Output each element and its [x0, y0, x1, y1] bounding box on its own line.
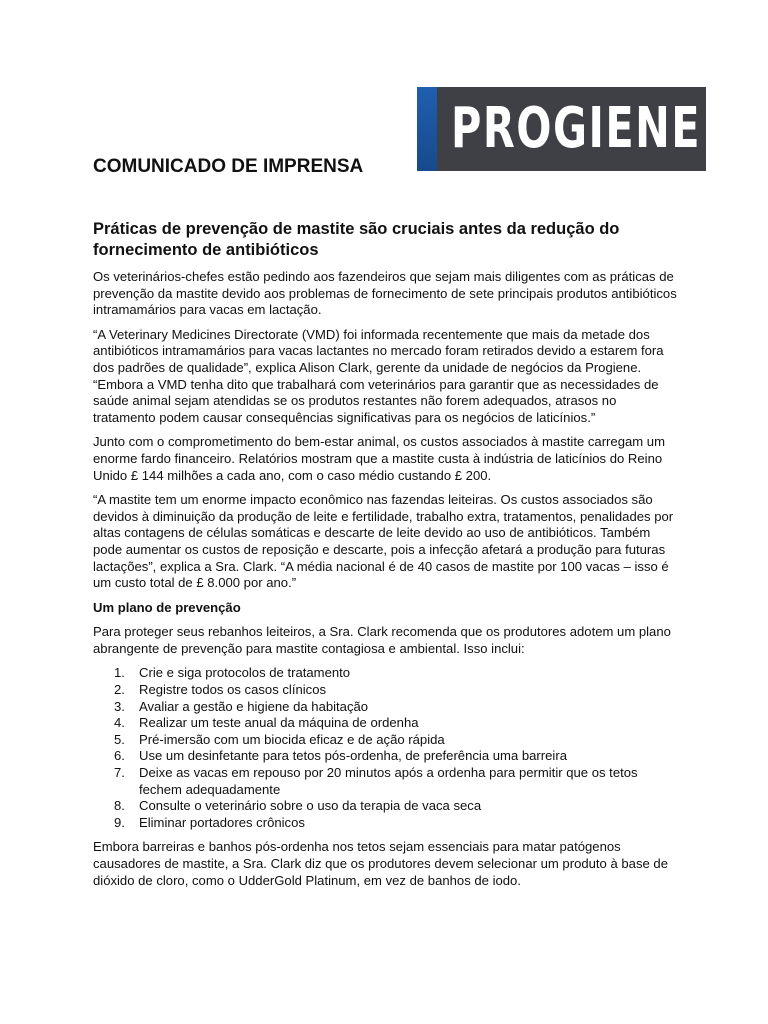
list-item [93, 748, 681, 765]
article-title: Práticas de prevenção de mastite são cruciais antes da redução do fornecimento de antibióticos [93, 220, 620, 259]
list-item-text: Eliminar portadores crônicos [139, 814, 305, 830]
paragraph: Junto com o comprometimento do bem-estar animal, os custos associados à mastite carregam um enorme fardo financeiro. Relatórios mostram que a mastite custa à indústria de laticínios do Reino Unido £ 144 milhões a cada ano, com o caso médio custando £ 200. [93, 434, 666, 483]
paragraph: Para proteger seus rebanhos leiteiros, a Sra. Clark recomenda que os produtores adotem um plano abrangente de prevenção para mastite contagiosa e ambiental. Isso inclui: [93, 624, 671, 656]
logo-text: PROGIENE [451, 96, 702, 161]
list-item-text: Consulte o veterinário sobre o uso da terapia de vaca seca [139, 798, 482, 814]
list-item-text: Crie e siga protocolos de tratamento [139, 665, 351, 681]
list-item [93, 815, 681, 832]
list-number: 6. [114, 748, 125, 764]
list-item [93, 765, 681, 798]
list-item-text: Pré-imersão com um biocida eficaz e de ação rápida [139, 731, 445, 747]
list-item-text: Use um desinfetante para tetos pós-ordenha, de preferência uma barreira [139, 748, 567, 764]
list-number: 4. [114, 715, 125, 731]
paragraph: “A Veterinary Medicines Directorate (VMD) foi informada recentemente que mais da metade dos antibióticos intramamários para vacas lactantes no mercado foram retirados devido a estarem fora dos padrões de qualidade”, explica Alison Clark, gerente da unidade de negócios da Progiene. “Embora a VMD tenha dito que trabalhará com veterinários para garantir que as necessidades de saúde animal sejam atendidas se os produtos restantes não forem adequados, atrasos no tratamento podem causar consequências significativas para os negócios de laticínios.” [93, 326, 664, 425]
list-number: 9. [114, 814, 125, 830]
list-item [93, 715, 681, 732]
list-number: 7. [114, 765, 125, 781]
section-heading: Um plano de prevenção [93, 599, 241, 615]
list-number: 5. [114, 731, 125, 747]
list-item-text: Deixe as vacas em repouso por 20 minutos após a ordenha para permitir que os tetos fechem adequadamente [139, 765, 638, 797]
paragraph: “A mastite tem um enorme impacto econômico nas fazendas leiteiras. Os custos associados são devidos à diminuição da produção de leite e fertilidade, trabalho extra, tratamentos, penalidades por altas contagens de células somáticas e descarte de leite devido ao uso de antibióticos. Também pode aumentar os custos de reposição e descarte, pois a infecção afetará a produção para futuras lactações”, explica a Sra. Clark. “A média nacional é de 40 casos de mastite por 100 vacas – isso é um custo total de £ 8.000 por ano.” [93, 492, 674, 591]
paragraph: Os veterinários-chefes estão pedindo aos fazendeiros que sejam mais diligentes com as práticas de prevenção da mastite devido aos problemas de fornecimento de sete principais produtos antibióticos intramamários para vacas em lactação. [93, 269, 677, 318]
list-item [93, 798, 681, 815]
list-item [93, 682, 681, 699]
list-item [93, 732, 681, 749]
list-item-text: Registre todos os casos clínicos [139, 682, 327, 698]
paragraph: Embora barreiras e banhos pós-ordenha nos tetos sejam essenciais para matar patógenos causadores de mastite, a Sra. Clark diz que os produtores devem selecionar um produto à base de dióxido de cloro, como o UdderGold Platinum, em vez de banhos de iodo. [93, 839, 668, 888]
progiene-logo [417, 87, 706, 171]
logo-blue-stripe [417, 87, 437, 171]
article-body [93, 219, 681, 897]
list-number: 8. [114, 798, 125, 814]
prevention-list [93, 665, 681, 831]
list-item-text: Avaliar a gestão e higiene da habitação [139, 698, 369, 714]
press-release-label: COMUNICADO DE IMPRENSA [93, 156, 364, 177]
list-number: 1. [114, 665, 125, 681]
list-number: 2. [114, 682, 125, 698]
list-item-text: Realizar um teste anual da máquina de ordenha [139, 715, 419, 731]
list-item [93, 665, 681, 682]
list-number: 3. [114, 698, 125, 714]
list-item [93, 699, 681, 716]
